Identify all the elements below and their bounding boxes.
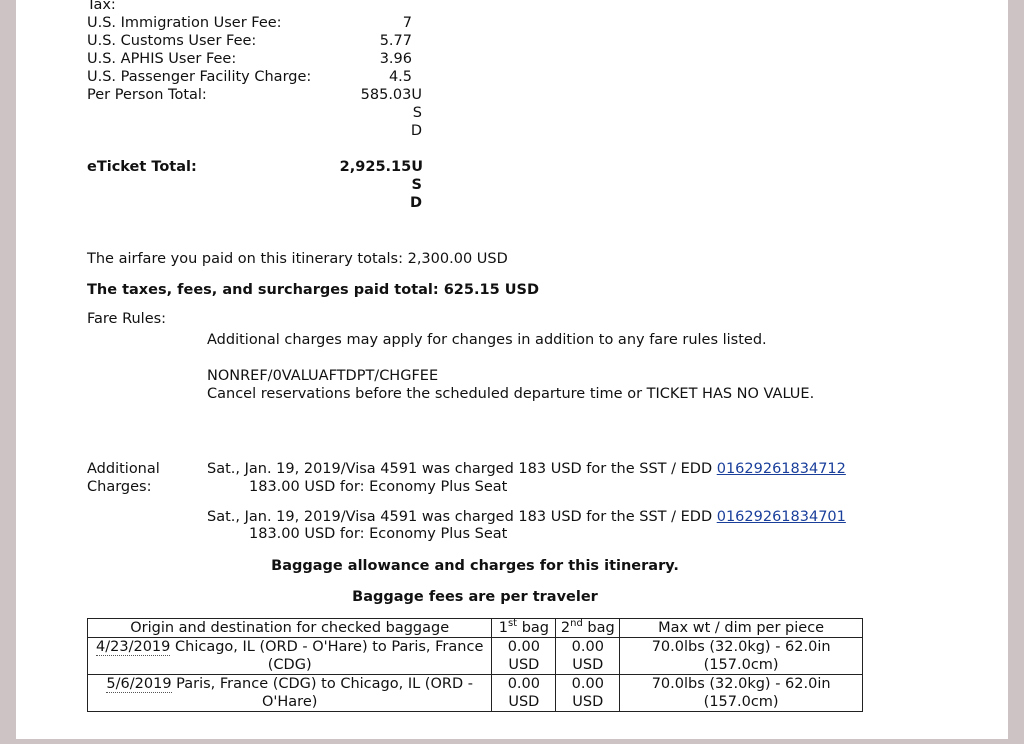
eticket-value: D bbox=[409, 195, 422, 211]
bag1-cell: 0.00 USD bbox=[492, 638, 556, 675]
fee-value: 3.96 bbox=[379, 51, 412, 67]
taxes-total: The taxes, fees, and surcharges paid total: 625.15 USD bbox=[87, 282, 539, 298]
eticket-label: eTicket Total: bbox=[87, 159, 197, 175]
per-person-value: S bbox=[412, 105, 422, 121]
per-person-label: Per Person Total: bbox=[87, 87, 207, 103]
bag1-header: 1st bag bbox=[492, 619, 556, 638]
table-header-row bbox=[88, 619, 863, 638]
date: 4/23/2019 bbox=[96, 639, 171, 655]
baggage-subheading: Baggage fees are per traveler bbox=[352, 589, 598, 605]
table-row bbox=[88, 638, 863, 675]
charge-detail: 183.00 USD for: Economy Plus Seat bbox=[249, 479, 508, 495]
charge-text: Sat., Jan. 19, 2019/Visa 4591 was charged 183 USD for the SST / EDD bbox=[207, 461, 717, 477]
charge-detail: 183.00 USD for: Economy Plus Seat bbox=[249, 526, 508, 542]
baggage-heading: Baggage allowance and charges for this itinerary. bbox=[271, 558, 679, 574]
fee-value: 5.77 bbox=[379, 33, 412, 49]
receipt-page bbox=[16, 0, 1008, 739]
bag2-cell: 0.00 USD bbox=[556, 675, 620, 712]
max-cell: 70.0lbs (32.0kg) - 62.0in (157.0cm) bbox=[620, 638, 863, 675]
fare-rules-text: NONREF/0VALUAFTDPT/CHGFEE bbox=[207, 368, 439, 384]
fee-value: 7 bbox=[402, 15, 412, 31]
fee-label: U.S. Immigration User Fee: bbox=[87, 15, 282, 31]
fee-label: U.S. Customs User Fee: bbox=[87, 33, 257, 49]
fee-value: 4.5 bbox=[388, 69, 412, 85]
max-cell: 70.0lbs (32.0kg) - 62.0in (157.0cm) bbox=[620, 675, 863, 712]
per-person-value: 585.03U bbox=[360, 87, 422, 103]
baggage-table bbox=[87, 618, 863, 712]
date: 5/6/2019 bbox=[106, 676, 172, 692]
eticket-value: S bbox=[411, 177, 422, 193]
table-row bbox=[88, 675, 863, 712]
fare-rules-text: Additional charges may apply for changes in addition to any fare rules listed. bbox=[207, 332, 767, 348]
max-header: Max wt / dim per piece bbox=[620, 619, 863, 638]
route-cell: 4/23/2019 Chicago, IL (ORD - O'Hare) to Paris, France (CDG) bbox=[88, 638, 492, 675]
tax-label: Tax: bbox=[87, 0, 116, 13]
eticket-value: 2,925.15U bbox=[339, 159, 423, 175]
charge-text: Sat., Jan. 19, 2019/Visa 4591 was charged 183 USD for the SST / EDD bbox=[207, 509, 717, 525]
ticket-link[interactable]: 01629261834701 bbox=[716, 509, 846, 525]
route-cell: 5/6/2019 Paris, France (CDG) to Chicago, IL (ORD - O'Hare) bbox=[88, 675, 492, 712]
ticket-link[interactable]: 01629261834712 bbox=[716, 461, 846, 477]
origin-header: Origin and destination for checked baggage bbox=[88, 619, 492, 638]
fare-rules-label: Fare Rules: bbox=[87, 311, 167, 327]
airfare-total: The airfare you paid on this itinerary totals: 2,300.00 USD bbox=[87, 251, 508, 267]
bag2-header: 2nd bag bbox=[556, 619, 620, 638]
additional-charges-label: Charges: bbox=[87, 479, 152, 495]
per-person-value: D bbox=[410, 123, 422, 139]
bag1-cell: 0.00 USD bbox=[492, 675, 556, 712]
additional-charges-label: Additional bbox=[87, 461, 160, 477]
bag2-cell: 0.00 USD bbox=[556, 638, 620, 675]
fare-rules-text: Cancel reservations before the scheduled departure time or TICKET HAS NO VALUE. bbox=[207, 386, 815, 402]
fee-label: U.S. Passenger Facility Charge: bbox=[87, 69, 312, 85]
charge-line bbox=[207, 508, 846, 526]
fee-label: U.S. APHIS User Fee: bbox=[87, 51, 237, 67]
charge-line bbox=[207, 460, 846, 478]
